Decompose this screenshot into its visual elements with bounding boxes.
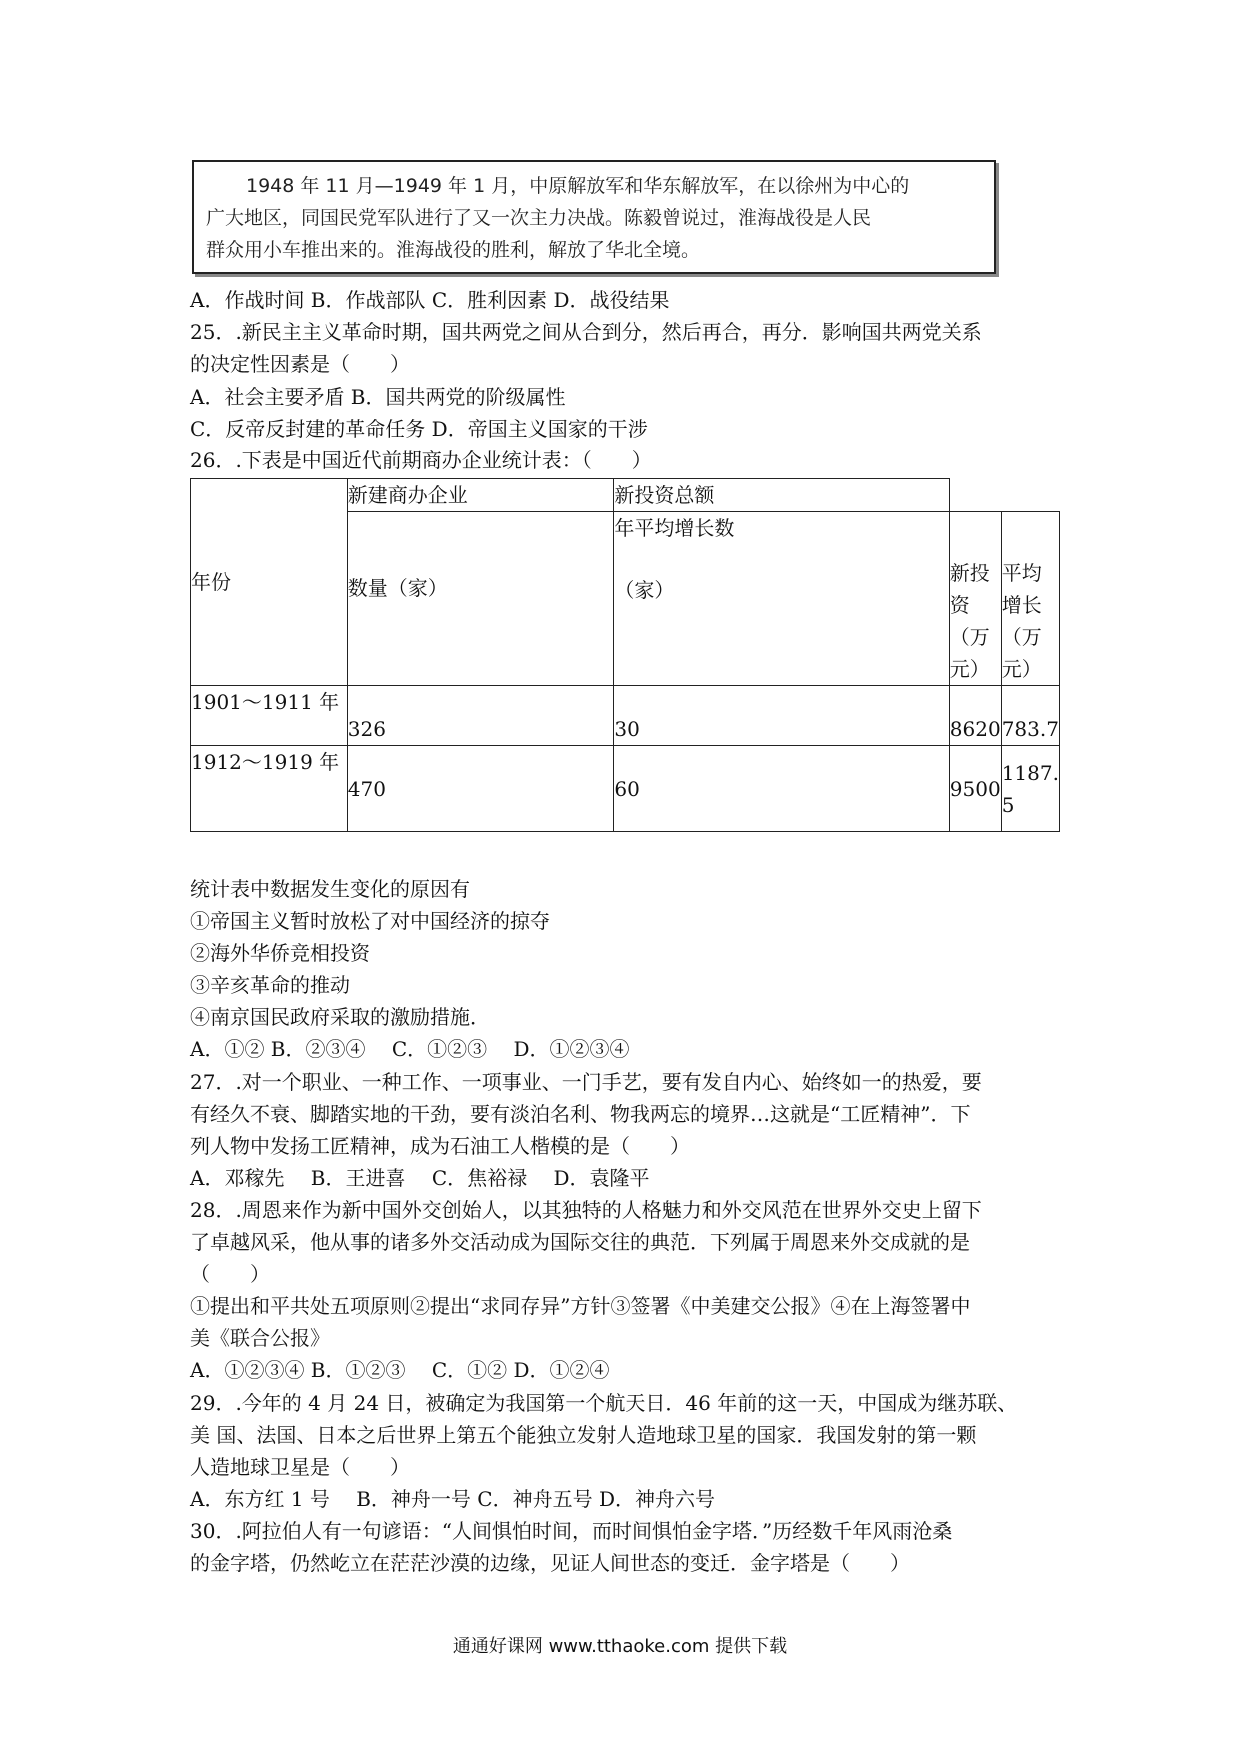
q29-line: 人造地球卫星是（ ） xyxy=(190,1455,410,1479)
q26-after: ②海外华侨竞相投资 xyxy=(190,941,370,965)
q27-line: 27．.对一个职业、一种工作、一项事业、一门手艺，要有发自内心、始终如一的热爱，要 xyxy=(190,1070,982,1094)
passage-line: 1948 年 11 月—1949 年 1 月，中原解放军和华东解放军，在以徐州为中心的 xyxy=(246,175,910,197)
q27-line: 列人物中发扬工匠精神，成为石油工人楷模的是（ ） xyxy=(190,1134,690,1158)
q26-stem: 26．.下表是中国近代前期商办企业统计表：（ ） xyxy=(190,448,652,472)
q25-stem: 25．.新民主主义革命时期，国共两党之间从合到分，然后再合，再分．影响国共两党关系 xyxy=(190,320,982,344)
q29-options: A．东方红 1 号 B．神舟一号 C．神舟五号 D．神舟六号 xyxy=(190,1487,715,1511)
row-invest: 8620 xyxy=(949,686,1001,746)
q26-after: 统计表中数据发生变化的原因有 xyxy=(190,877,470,901)
table-row xyxy=(191,686,1060,746)
row-count: 326 xyxy=(347,686,614,746)
enterprise-stats-table xyxy=(190,478,1060,832)
row-count: 470 xyxy=(347,746,614,832)
row-year: 1912～1919 年 xyxy=(191,746,348,832)
q26-options: A．①② B．②③④ C．①②③ D．①②③④ xyxy=(190,1037,630,1061)
group-header-new-enterprises: 新建商办企业 xyxy=(347,479,614,512)
growth-header-title: 年平均增长数 xyxy=(614,516,735,540)
q29-line: 美 国、法国、日本之后世界上第五个能独立发射人造地球卫星的国家．我国发射的第一颗 xyxy=(190,1423,977,1447)
row-avg: 1187. 5 xyxy=(1001,746,1059,832)
passage-line: 群众用小车推出来的。淮海战役的胜利，解放了华北全境。 xyxy=(206,239,701,261)
row-growth: 30 xyxy=(614,686,949,746)
q30-line: 的金字塔，仍然屹立在茫茫沙漠的边缘，见证人间世态的变迁．金字塔是（ ） xyxy=(190,1551,910,1575)
row-avg: 783.7 xyxy=(1001,686,1059,746)
q28-line: （ ） xyxy=(190,1262,270,1286)
row-growth: 60 xyxy=(614,746,949,832)
q26-after: ③辛亥革命的推动 xyxy=(190,973,350,997)
q25-option: C．反帝反封建的革命任务 D．帝国主义国家的干涉 xyxy=(190,417,648,441)
row-year: 1901～1911 年 xyxy=(191,686,348,746)
avg-growth-header: 平均 增长 （万 元） xyxy=(1001,512,1059,686)
row-invest: 9500 xyxy=(949,746,1001,832)
q28-line: 了卓越风采，他从事的诸多外交活动成为国际交往的典范．下列属于周恩来外交成就的是 xyxy=(190,1230,970,1254)
passage-line: 广大地区，同国民党军队进行了又一次主力决战。陈毅曾说过，淮海战役是人民 xyxy=(206,207,872,229)
growth-header xyxy=(614,512,949,686)
q25-option: A．社会主要矛盾 B．国共两党的阶级属性 xyxy=(190,385,566,409)
q27-line: 有经久不衰、脚踏实地的干劲，要有淡泊名利、物我两忘的境界…这就是“工匠精神”．下 xyxy=(190,1102,971,1126)
table-row xyxy=(191,746,1060,832)
q25-stem: 的决定性因素是（ ） xyxy=(190,352,410,376)
footer-credit: 通通好课网 www.tthaoke.com 提供下载 xyxy=(452,1636,788,1657)
q29-line: 29．.今年的 4 月 24 日，被确定为我国第一个航天日．46 年前的这一天，中国成为继苏联、 xyxy=(190,1391,1018,1415)
q30-line: 30．.阿拉伯人有一句谚语：“人间惧怕时间，而时间惧怕金字塔．”历经数千年风雨沧桑 xyxy=(190,1519,953,1543)
q24-options: A．作战时间 B．作战部队 C．胜利因素 D．战役结果 xyxy=(190,288,670,312)
q27-options: A．邓稼先 B．王进喜 C．焦裕禄 D．袁隆平 xyxy=(190,1166,650,1190)
year-header: 年份 xyxy=(191,479,348,686)
group-header-new-investment: 新投资总额 xyxy=(614,479,949,512)
q26-after: ①帝国主义暂时放松了对中国经济的掠夺 xyxy=(190,909,550,933)
invest-header: 新投 资 （万 元） xyxy=(949,512,1001,686)
growth-header-unit: （家） xyxy=(614,578,675,602)
count-header: 数量（家） xyxy=(347,512,614,686)
passage-box xyxy=(192,160,996,274)
q28-line: 28．.周恩来作为新中国外交创始人，以其独特的人格魅力和外交风范在世界外交史上留下 xyxy=(190,1198,982,1222)
q28-line: 美《联合公报》 xyxy=(190,1326,330,1350)
q28-options: A．①②③④ B．①②③ C．①② D．①②④ xyxy=(190,1358,610,1382)
q26-after: ④南京国民政府采取的激励措施． xyxy=(190,1005,490,1029)
q28-line: ①提出和平共处五项原则②提出“求同存异”方针③签署《中美建交公报》④在上海签署中 xyxy=(190,1294,971,1318)
